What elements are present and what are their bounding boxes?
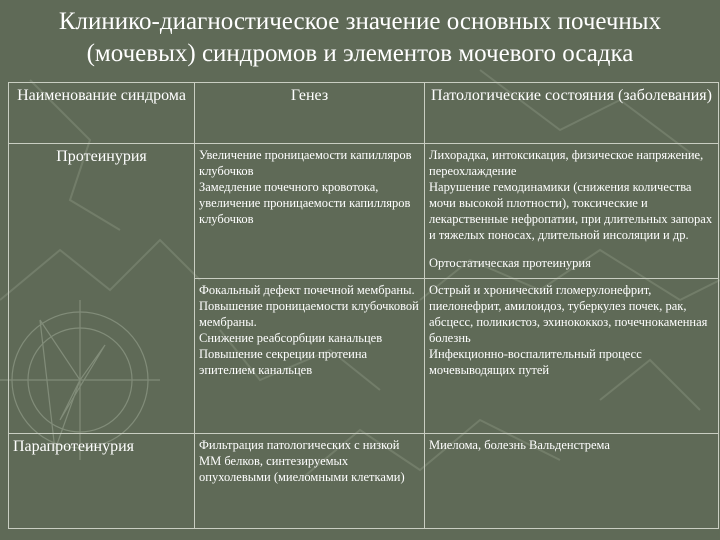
syndrome-cell-paraproteinuria xyxy=(9,434,195,529)
conditions-item: Ортостатическая протеинурия xyxy=(429,256,591,270)
genesis-cell xyxy=(195,144,425,279)
title-line-1: Клинико-диагностическое значение основных почечных xyxy=(58,8,662,35)
genesis-item: Повышение секреции протеина эпителием канальцев xyxy=(199,347,368,377)
table-row xyxy=(9,144,719,279)
conditions-cell xyxy=(425,434,719,529)
syndrome-name: Парапротеинурия xyxy=(13,438,135,455)
header-syndrome-name: Наименование синдрома xyxy=(9,83,195,144)
genesis-item: Замедление почечного кровотока, увеличение проницаемости капилляров клубочков xyxy=(199,180,411,226)
table-header-row xyxy=(9,83,719,144)
syndrome-cell-proteinuria xyxy=(9,144,195,434)
syndrome-name: Протеинурия xyxy=(56,148,147,165)
header-genesis: Генез xyxy=(195,83,425,144)
conditions-item: Лихорадка, интоксикация, физическое напряжение, переохлаждение xyxy=(429,148,704,178)
genesis-item: Фильтрация патологических с низкой ММ белков, синтезируемых опухолевыми (миеломными клетками) xyxy=(199,438,405,484)
genesis-item: Фокальный дефект почечной мембраны. xyxy=(199,283,415,297)
genesis-cell xyxy=(195,279,425,434)
genesis-cell xyxy=(195,434,425,529)
header-conditions: Патологические состояния (заболевания) xyxy=(425,83,719,144)
conditions-item: Острый и хронический гломерулонефрит, пиелонефрит, амилоидоз, туберкулез почек, рак, абсцесс, поликистоз, эхинококкоз, почечнокаменная болезнь xyxy=(429,283,708,345)
conditions-item: Нарушение гемодинамики (снижения количества мочи высокой плотности), токсические и лекарственные нефропатии, при длительных запорах и тяжелых поносах, длительной инсоляции и др. xyxy=(429,180,713,242)
page-title xyxy=(0,6,720,70)
conditions-cell xyxy=(425,279,719,434)
conditions-item: Инфекционно-воспалительный процесс мочевыводящих путей xyxy=(429,347,642,377)
syndromes-table xyxy=(8,82,719,529)
title-line-2: (мочевых) синдромов и элементов мочевого осадка xyxy=(86,40,634,67)
genesis-item: Увеличение проницаемости капилляров клубочков xyxy=(199,148,412,178)
conditions-cell xyxy=(425,144,719,279)
conditions-item: Миелома, болезнь Вальденстрема xyxy=(429,438,610,452)
spacer xyxy=(429,243,714,255)
genesis-item: Снижение реабсорбции канальцев xyxy=(199,331,383,345)
genesis-item: Повышение проницаемости клубочковой мембраны. xyxy=(199,299,419,329)
table-row xyxy=(9,434,719,529)
